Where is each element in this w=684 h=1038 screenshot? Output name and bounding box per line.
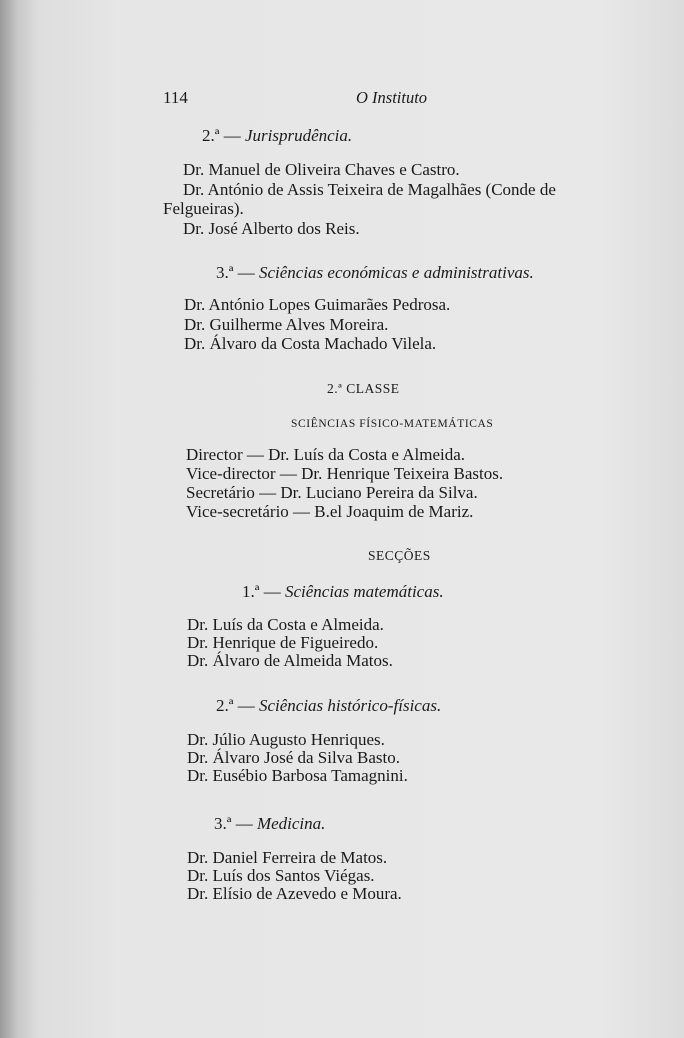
officer-line: Vice-secretário — B.el Joaquim de Mariz. — [186, 502, 474, 521]
section-title: Sciências económicas e administrativas. — [258, 263, 534, 282]
section-title: Sciências matemáticas. — [284, 582, 444, 601]
section-heading-economicas — [216, 263, 534, 283]
member-line: Dr. Álvaro José da Silva Basto. — [187, 748, 400, 767]
member-line: Dr. Eusébio Barbosa Tamagnini. — [187, 766, 408, 785]
member-line: Dr. Guilherme Alves Moreira. — [184, 315, 389, 334]
member-line: Dr. Júlio Augusto Henriques. — [187, 730, 385, 749]
member-line: Dr. Álvaro de Almeida Matos. — [187, 651, 393, 670]
section-number: 2.ª — — [216, 696, 255, 715]
section-heading-historico-fisicas — [216, 696, 441, 716]
member-line: Dr. Luís da Costa e Almeida. — [187, 615, 384, 634]
section-number: 3.ª — — [214, 814, 253, 833]
officer-line: Secretário — Dr. Luciano Pereira da Silva. — [186, 483, 478, 502]
class-title: 2.ª CLASSE — [327, 381, 400, 396]
member-line: Dr. Álvaro da Costa Machado Vilela. — [184, 334, 437, 353]
running-title: O Instituto — [356, 88, 428, 107]
section-title: Medicina. — [256, 814, 326, 833]
member-line: Dr. Henrique de Figueiredo. — [187, 633, 379, 652]
member-line: Dr. Luís dos Santos Viégas. — [187, 866, 375, 885]
seccoes-title: SECÇÕES — [368, 548, 431, 563]
section-heading-medicina — [214, 814, 325, 834]
section-heading-jurisprudencia — [202, 126, 352, 146]
section-title: Sciências histórico-físicas. — [258, 696, 442, 715]
member-line: Dr. Manuel de Oliveira Chaves e Castro. — [183, 160, 460, 179]
member-line: Dr. António de Assis Teixeira de Magalhães (Conde de — [183, 180, 556, 199]
member-line: Felgueiras). — [163, 199, 244, 218]
section-number: 1.ª — — [242, 582, 281, 601]
member-line: Dr. Daniel Ferreira de Matos. — [187, 848, 388, 867]
section-title: Jurisprudência. — [244, 126, 353, 145]
member-line: Dr. António Lopes Guimarães Pedrosa. — [184, 295, 451, 314]
class-subtitle: SCIÊNCIAS FÍSICO-MATEMÁTICAS — [291, 418, 494, 430]
member-line: Dr. Elísio de Azevedo e Moura. — [187, 884, 402, 903]
officer-line: Director — Dr. Luís da Costa e Almeida. — [186, 445, 466, 464]
section-number: 3.ª — — [216, 263, 255, 282]
member-line: Dr. José Alberto dos Reis. — [183, 219, 360, 238]
section-heading-matematicas — [242, 582, 444, 602]
section-number: 2.ª — — [202, 126, 241, 145]
officer-line: Vice-director — Dr. Henrique Teixeira Bastos. — [186, 464, 504, 483]
page-number: 114 — [163, 88, 188, 107]
